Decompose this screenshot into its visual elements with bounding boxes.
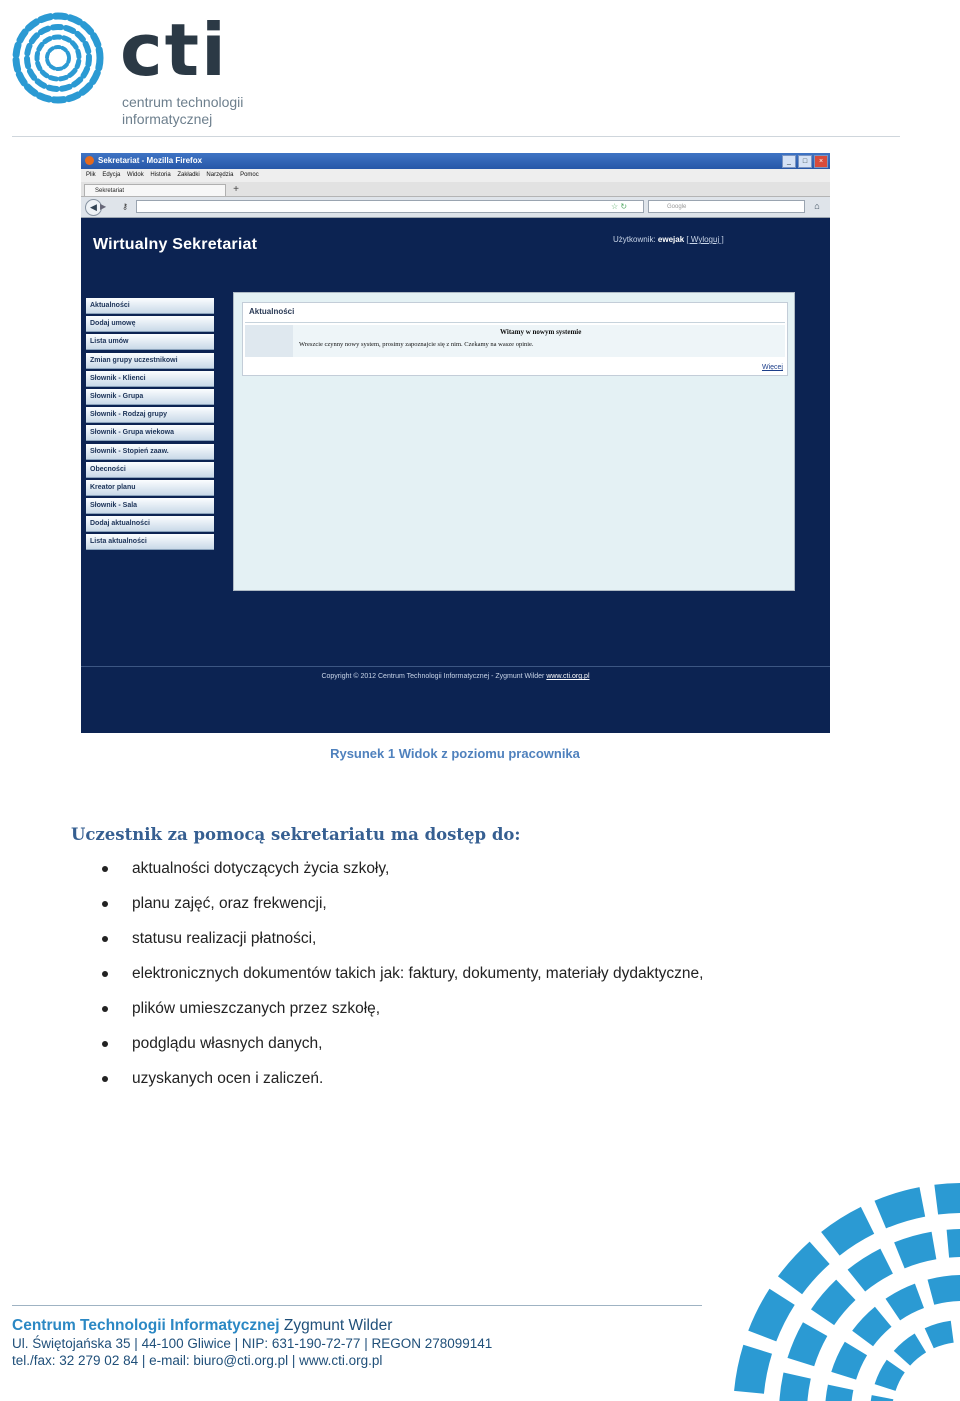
app-footer [81, 671, 830, 683]
menu-pomoc[interactable]: Pomoc [240, 172, 259, 178]
reload-icon[interactable]: ☆ ↻ [611, 202, 628, 211]
close-icon[interactable]: × [814, 155, 828, 168]
sidebar-item-aktualnosci[interactable]: Aktualności [86, 298, 214, 314]
menu-plik[interactable]: Plik [86, 172, 96, 178]
list-item [0, 998, 703, 1033]
firefox-icon [85, 156, 94, 165]
sidebar-item-zmian-grupy[interactable]: Zmian grupy uczestnikowi [86, 353, 214, 369]
window-title: Sekretariat - Mozilla Firefox [98, 156, 203, 165]
news-text: Wreszcie czynny nowy system, prosimy zapoznajcie się z nim. Czekamy na wasze opinie. [299, 341, 534, 348]
tab-sekretariat[interactable]: Sekretariat [84, 184, 226, 196]
new-tab-icon[interactable]: + [233, 184, 239, 195]
footer-company [12, 1316, 392, 1336]
news-panel-title: Aktualności [249, 307, 295, 316]
sidebar-menu [86, 298, 214, 553]
bullet-icon [102, 971, 108, 977]
section-heading: Uczestnik za pomocą sekretariatu ma dostęp do: [71, 825, 521, 844]
list-item [0, 963, 703, 998]
sidebar-item-slownik-stopien[interactable]: Słownik - Stopień zaaw. [86, 444, 214, 460]
sidebar-item-slownik-rodzaj-grupy[interactable]: Słownik - Rodzaj grupy [86, 407, 214, 423]
bullet-icon [102, 1076, 108, 1082]
bullet-icon [102, 1006, 108, 1012]
user-info [613, 234, 724, 246]
list-item [0, 1068, 703, 1103]
list-item [0, 893, 703, 928]
bullet-icon [102, 936, 108, 942]
app-footer-copyright: Copyright © 2012 Centrum Technologii Informatycznej - Zygmunt Wilder [321, 673, 545, 680]
logo-subtitle [122, 94, 243, 128]
news-headline: Witamy w nowym systemie [500, 328, 582, 336]
sidebar-item-slownik-grupa[interactable]: Słownik - Grupa [86, 389, 214, 405]
logout-link[interactable]: [ Wyloguj ] [686, 235, 724, 244]
sidebar-item-kreator-planu[interactable]: Kreator planu [86, 480, 214, 496]
menu-narzedzia[interactable]: Narzędzia [206, 172, 234, 178]
news-divider [245, 322, 785, 323]
maximize-icon[interactable]: □ [798, 155, 812, 168]
menu-zakladki[interactable]: Zakładki [177, 172, 200, 178]
list-item-text: uzyskanych ocen i zaliczeń. [132, 1070, 324, 1087]
footer-address: Ul. Świętojańska 35 | 44-100 Gliwice | NIP: 631-190-72-77 | REGON 278099141 [12, 1336, 493, 1351]
minimize-icon[interactable]: _ [782, 155, 796, 168]
menu-widok[interactable]: Widok [127, 172, 144, 178]
header-divider [12, 136, 900, 137]
browser-screenshot [81, 153, 830, 733]
forward-icon[interactable]: ▶ [100, 202, 107, 211]
main-content [233, 292, 795, 591]
bullet-icon [102, 866, 108, 872]
window-titlebar [81, 153, 830, 169]
sidebar-item-slownik-grupa-wiekowa[interactable]: Słownik - Grupa wiekowa [86, 425, 214, 441]
key-icon: ⚷ [122, 202, 128, 211]
user-name: ewejak [657, 235, 685, 244]
sidebar-item-slownik-klienci[interactable]: Słownik - Klienci [86, 371, 214, 387]
footer-divider [12, 1305, 702, 1306]
menu-edycja[interactable]: Edycja [102, 172, 121, 178]
company-name-bold: Centrum Technologii Informatycznej [12, 1317, 280, 1334]
menu-bar [81, 169, 830, 182]
home-icon[interactable]: ⌂ [814, 201, 820, 211]
list-item-text: podglądu własnych danych, [132, 1035, 323, 1052]
news-item-column [245, 325, 293, 357]
cti-logo-icon [10, 10, 106, 106]
address-bar[interactable] [136, 200, 644, 213]
list-item-text: statusu realizacji płatności, [132, 930, 317, 947]
news-panel [242, 302, 788, 376]
tab-bar [81, 182, 830, 197]
list-item-text: aktualności dotyczących życia szkoły, [132, 860, 390, 877]
app-footer-link[interactable]: www.cti.org.pl [546, 673, 590, 680]
sidebar-item-lista-umow[interactable]: Lista umów [86, 334, 214, 350]
brand-mark-icon [718, 1168, 960, 1401]
logo-wordmark: cti [120, 8, 228, 92]
figure-caption: Rysunek 1 Widok z poziomu pracownika [330, 746, 580, 761]
sidebar-item-lista-aktualnosci[interactable]: Lista aktualności [86, 534, 214, 550]
list-item [0, 928, 703, 963]
list-item-text: elektronicznych dokumentów takich jak: faktury, dokumenty, materiały dydaktyczne, [132, 965, 704, 982]
bullet-icon [102, 1041, 108, 1047]
sidebar-item-dodaj-aktualnosci[interactable]: Dodaj aktualności [86, 516, 214, 532]
search-input[interactable]: Google [648, 200, 805, 213]
bullet-icon [102, 901, 108, 907]
user-label: Użytkownik: [613, 235, 656, 244]
list-item-text: planu zajęć, oraz frekwencji, [132, 895, 327, 912]
sidebar-item-dodaj-umowe[interactable]: Dodaj umowę [86, 316, 214, 332]
app-footer-divider [81, 666, 830, 667]
list-item [0, 858, 703, 893]
news-more-link[interactable]: Więcej [761, 364, 783, 371]
menu-historia[interactable]: Historia [150, 172, 171, 178]
news-item [245, 325, 785, 357]
list-item-text: plików umieszczanych przez szkołę, [132, 1000, 381, 1017]
logo-subtitle-line1: centrum technologii [122, 94, 244, 110]
access-list [0, 858, 703, 1103]
sidebar-item-slownik-sala[interactable]: Słownik - Sala [86, 498, 214, 514]
app-title: Wirtualny Sekretariat [93, 236, 258, 253]
footer-contact: tel./fax: 32 279 02 84 | e-mail: biuro@cti.org.pl | www.cti.org.pl [12, 1353, 383, 1368]
back-icon[interactable]: ◀ [85, 199, 102, 216]
list-item [0, 1033, 703, 1068]
company-owner: Zygmunt Wilder [279, 1317, 393, 1334]
logo-subtitle-line2: informatycznej [122, 111, 213, 127]
navigation-bar [81, 197, 830, 218]
sidebar-item-obecnosci[interactable]: Obecności [86, 462, 214, 478]
